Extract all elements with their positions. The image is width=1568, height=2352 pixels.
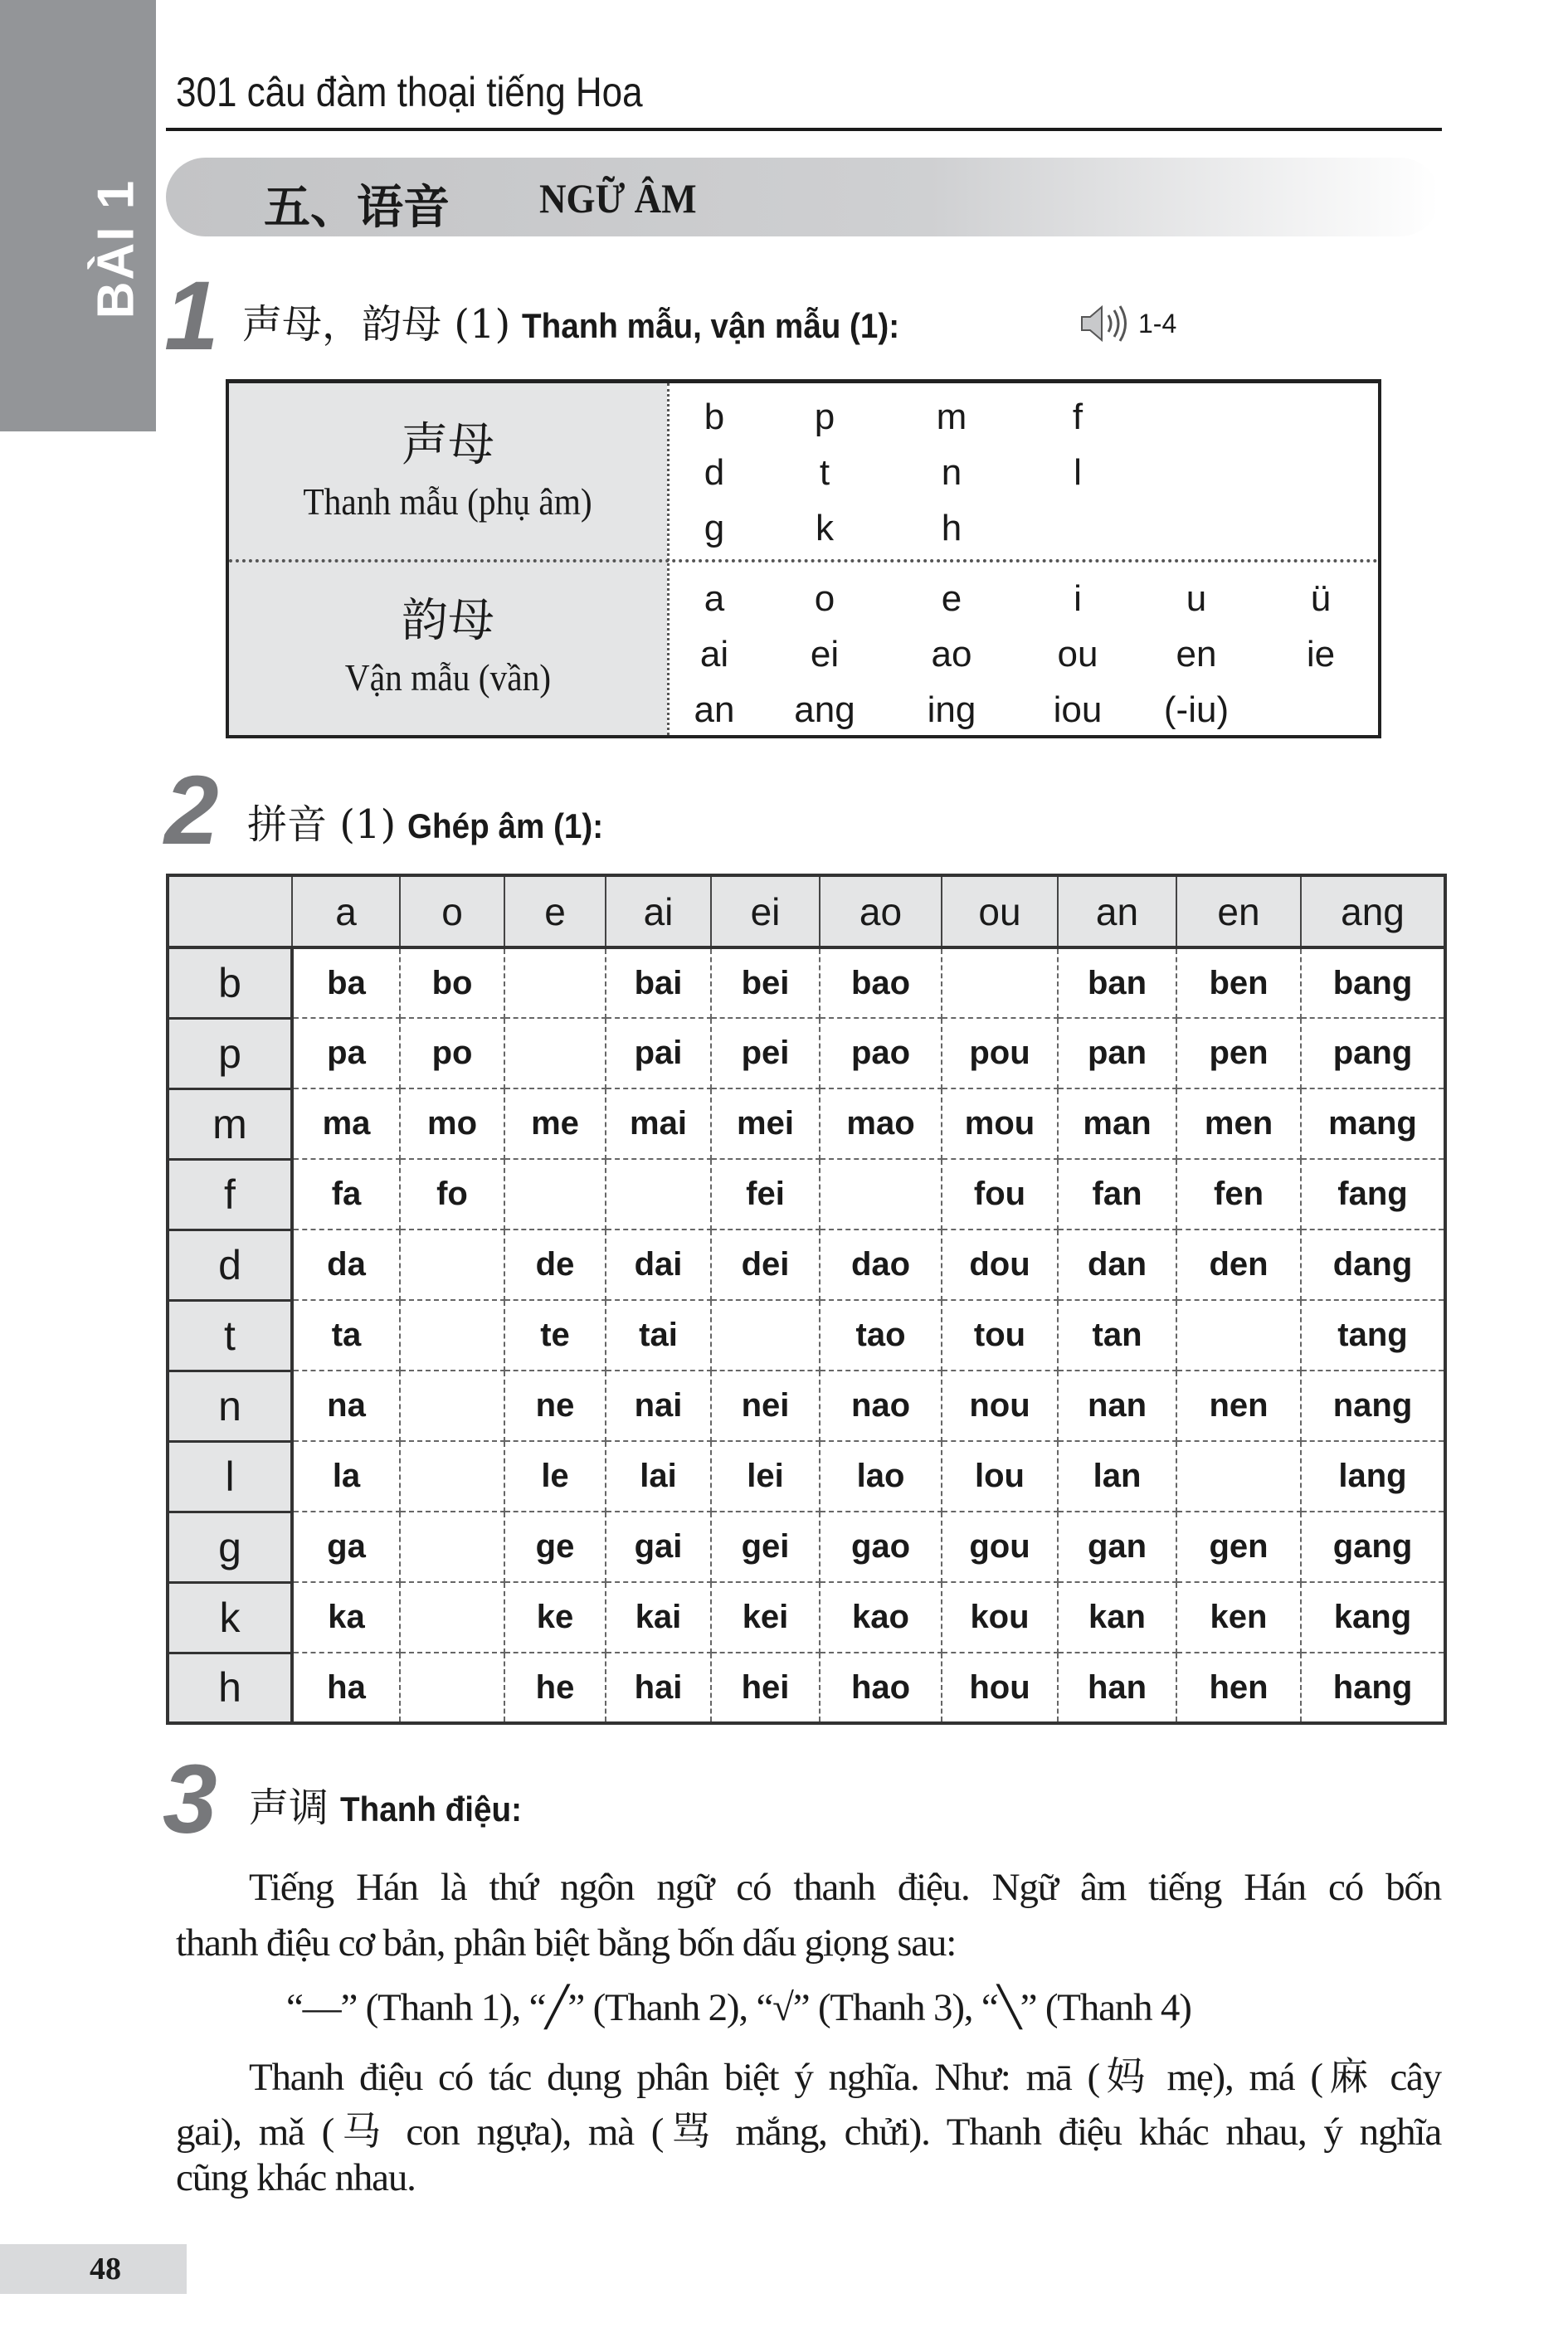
syllable-cell: tan	[1058, 1300, 1176, 1371]
table-row	[168, 1159, 1445, 1230]
column-header: en	[1176, 875, 1301, 947]
final-letter: ie	[1306, 634, 1336, 674]
section-title-zh: 声调	[249, 1785, 329, 1831]
paragraph-line: Tiếng Hán là thứ ngôn ngữ có thanh điệu. Ngữ âm tiếng Hán có bốn	[249, 1866, 1441, 1909]
syllable-cell: kei	[711, 1582, 820, 1653]
row-header: g	[168, 1512, 292, 1582]
syllable-cell: bao	[820, 947, 942, 1018]
syllable-cell: lei	[711, 1441, 820, 1512]
syllable-cell: te	[504, 1300, 606, 1371]
section-number: 2	[164, 756, 219, 865]
table-row	[168, 1653, 1445, 1723]
syllable-cell: pei	[711, 1018, 820, 1088]
speaker-icon[interactable]	[1079, 304, 1130, 348]
syllable-cell: hei	[711, 1653, 820, 1723]
column-header: e	[504, 875, 606, 947]
syllable-cell: mai	[606, 1088, 711, 1159]
column-header: ei	[711, 875, 820, 947]
syllable-cell: pou	[942, 1018, 1058, 1088]
syllable-cell: le	[504, 1441, 606, 1512]
audio-track: 1-4	[1138, 309, 1177, 338]
syllable-cell: kai	[606, 1582, 711, 1653]
section-title: Ghép âm (1):	[407, 806, 604, 845]
syllable-cell	[504, 947, 606, 1018]
syllable-cell: kan	[1058, 1582, 1176, 1653]
syllable-cell: tao	[820, 1300, 942, 1371]
header-row	[168, 875, 1445, 947]
syllable-cell	[606, 1159, 711, 1230]
final-letter: ang	[794, 689, 855, 730]
page-number: 48	[90, 2252, 121, 2286]
row-header: h	[168, 1653, 292, 1723]
syllable-cell: dang	[1301, 1230, 1445, 1300]
syllable-cell: po	[400, 1018, 504, 1088]
syllable-cell: kou	[942, 1582, 1058, 1653]
final-letter: a	[704, 578, 725, 619]
syllable-cell: hen	[1176, 1653, 1301, 1723]
initial-letter: n	[941, 452, 962, 493]
table-row	[168, 1441, 1445, 1512]
section-title-zh: 声母，韵母 (1)	[242, 301, 511, 348]
syllable-cell: bei	[711, 947, 820, 1018]
syllable-cell: ban	[1058, 947, 1176, 1018]
table-row	[168, 1088, 1445, 1159]
initial-letter: p	[814, 397, 835, 437]
syllable-cell	[1176, 1441, 1301, 1512]
syllable-cell	[400, 1300, 504, 1371]
syllable-cell: den	[1176, 1230, 1301, 1300]
syllable-cell	[711, 1300, 820, 1371]
syllable-cell: pan	[1058, 1018, 1176, 1088]
syllable-cell: gou	[942, 1512, 1058, 1582]
banner-title-vi: NGỮ ÂM	[539, 175, 697, 222]
initials-zh: 声母	[402, 418, 494, 472]
syllable-cell: fa	[292, 1159, 400, 1230]
pinyin-table	[166, 874, 1447, 1725]
syllable-cell: lan	[1058, 1441, 1176, 1512]
initial-letter: d	[704, 452, 725, 493]
finals-zh: 韵母	[402, 594, 494, 648]
syllable-cell: da	[292, 1230, 400, 1300]
syllable-cell	[504, 1018, 606, 1088]
initial-letter: h	[941, 508, 962, 548]
final-letter: ao	[931, 634, 972, 674]
syllable-cell: han	[1058, 1653, 1176, 1723]
initials-label	[229, 383, 667, 559]
final-letter: en	[1176, 634, 1217, 674]
row-header: n	[168, 1371, 292, 1441]
section-number: 3	[163, 1745, 217, 1854]
final-letter: ai	[699, 634, 729, 674]
initial-letter: l	[1074, 452, 1082, 493]
paragraph-line: cũng khác nhau.	[176, 2156, 416, 2199]
row-header: t	[168, 1300, 292, 1371]
lesson-tab	[0, 0, 156, 431]
syllable-cell: pen	[1176, 1018, 1301, 1088]
paragraph-line: gai), mǎ (马 con ngựa), mà (骂 mắng, chửi). Thanh điệu khác nhau, ý nghĩa	[176, 2111, 1441, 2154]
column-header: ao	[820, 875, 942, 947]
column-header: ang	[1301, 875, 1445, 947]
syllable-cell: mou	[942, 1088, 1058, 1159]
column-header: a	[292, 875, 400, 947]
final-letter: u	[1186, 578, 1207, 619]
row-header: d	[168, 1230, 292, 1300]
initial-letter: b	[704, 397, 725, 437]
syllable-cell: he	[504, 1653, 606, 1723]
final-letter: iou	[1053, 689, 1103, 730]
syllable-cell	[400, 1230, 504, 1300]
banner-title-zh: 五、语音	[264, 181, 450, 235]
section-heading	[247, 792, 621, 850]
final-letter: i	[1074, 578, 1082, 619]
syllable-cell: pang	[1301, 1018, 1445, 1088]
syllable-cell: gei	[711, 1512, 820, 1582]
initial-letter: g	[704, 508, 725, 548]
syllable-cell: bo	[400, 947, 504, 1018]
initial-letter: m	[936, 397, 967, 437]
syllable-cell: lang	[1301, 1441, 1445, 1512]
paragraph-line: Thanh điệu có tác dụng phân biệt ý nghĩa. Như: mā (妈 mẹ), má (麻 cây	[249, 2056, 1441, 2099]
syllable-cell: hai	[606, 1653, 711, 1723]
syllable-cell: ga	[292, 1512, 400, 1582]
syllable-cell	[504, 1159, 606, 1230]
syllable-cell: gao	[820, 1512, 942, 1582]
section-banner	[166, 158, 1439, 236]
syllable-cell: bai	[606, 947, 711, 1018]
row-header: p	[168, 1018, 292, 1088]
final-letter: ei	[810, 634, 840, 674]
table-row	[168, 1512, 1445, 1582]
syllable-cell	[820, 1159, 942, 1230]
syllable-cell: fang	[1301, 1159, 1445, 1230]
syllable-cell	[1176, 1300, 1301, 1371]
syllable-cell: kang	[1301, 1582, 1445, 1653]
syllable-cell: ben	[1176, 947, 1301, 1018]
table-row	[168, 1300, 1445, 1371]
syllable-cell: mo	[400, 1088, 504, 1159]
syllable-cell: dei	[711, 1230, 820, 1300]
syllable-cell: tai	[606, 1300, 711, 1371]
syllable-cell: dao	[820, 1230, 942, 1300]
initials-finals-table	[226, 379, 1381, 738]
syllable-cell	[400, 1441, 504, 1512]
table-row	[168, 1230, 1445, 1300]
section-number: 1	[164, 261, 219, 371]
section-title: Thanh điệu:	[340, 1790, 522, 1829]
finals-label	[229, 559, 667, 735]
syllable-cell: ne	[504, 1371, 606, 1441]
syllable-cell: la	[292, 1441, 400, 1512]
syllable-cell: mao	[820, 1088, 942, 1159]
syllable-cell: lou	[942, 1441, 1058, 1512]
section-title: Thanh mẫu, vận mẫu (1):	[522, 306, 900, 345]
header-rule	[166, 128, 1442, 131]
final-letter: an	[694, 689, 735, 730]
syllable-cell: nei	[711, 1371, 820, 1441]
column-header: o	[400, 875, 504, 947]
corner-cell	[168, 875, 292, 947]
syllable-cell	[400, 1582, 504, 1653]
syllable-cell: mang	[1301, 1088, 1445, 1159]
row-divider	[229, 559, 1378, 562]
syllable-cell: ba	[292, 947, 400, 1018]
paragraph-line: thanh điệu cơ bản, phân biệt bằng bốn dấu giọng sau:	[176, 1921, 957, 1965]
finals-vi: Vận mẫu (vần)	[344, 656, 552, 699]
final-letter: ü	[1310, 578, 1332, 619]
final-letter: o	[814, 578, 835, 619]
final-letter: (-iu)	[1163, 689, 1230, 730]
syllable-cell: ke	[504, 1582, 606, 1653]
syllable-cell: bang	[1301, 947, 1445, 1018]
syllable-cell: fo	[400, 1159, 504, 1230]
initials-vi: Thanh mẫu (phụ âm)	[303, 480, 593, 523]
section-heading	[249, 1775, 538, 1833]
column-header: ou	[942, 875, 1058, 947]
syllable-cell: ma	[292, 1088, 400, 1159]
syllable-cell: fen	[1176, 1159, 1301, 1230]
syllable-cell: ta	[292, 1300, 400, 1371]
syllable-cell: nai	[606, 1371, 711, 1441]
syllable-cell: gan	[1058, 1512, 1176, 1582]
syllable-cell: gai	[606, 1512, 711, 1582]
syllable-cell	[400, 1653, 504, 1723]
syllable-cell: dou	[942, 1230, 1058, 1300]
column-header: an	[1058, 875, 1176, 947]
syllable-cell: nou	[942, 1371, 1058, 1441]
syllable-cell: de	[504, 1230, 606, 1300]
syllable-cell: lao	[820, 1441, 942, 1512]
final-letter: ing	[927, 689, 976, 730]
table-row	[168, 947, 1445, 1018]
lesson-label: BÀI 1	[87, 178, 145, 319]
syllable-cell: hao	[820, 1653, 942, 1723]
syllable-cell	[400, 1371, 504, 1441]
syllable-cell	[400, 1512, 504, 1582]
row-header: f	[168, 1159, 292, 1230]
syllable-cell: nan	[1058, 1371, 1176, 1441]
syllable-cell: tang	[1301, 1300, 1445, 1371]
syllable-cell: na	[292, 1371, 400, 1441]
syllable-cell: dan	[1058, 1230, 1176, 1300]
syllable-cell: fan	[1058, 1159, 1176, 1230]
syllable-cell: me	[504, 1088, 606, 1159]
syllable-cell: gen	[1176, 1512, 1301, 1582]
syllable-cell: ken	[1176, 1582, 1301, 1653]
syllable-cell: man	[1058, 1088, 1176, 1159]
syllable-cell: fou	[942, 1159, 1058, 1230]
syllable-cell: men	[1176, 1088, 1301, 1159]
syllable-cell	[942, 947, 1058, 1018]
syllable-cell: nang	[1301, 1371, 1445, 1441]
initial-letter: t	[819, 452, 830, 493]
syllable-cell: hang	[1301, 1653, 1445, 1723]
syllable-cell: pai	[606, 1018, 711, 1088]
final-letter: e	[941, 578, 962, 619]
section-heading	[242, 292, 933, 349]
row-header: m	[168, 1088, 292, 1159]
table-row	[168, 1371, 1445, 1441]
syllable-cell: ge	[504, 1512, 606, 1582]
syllable-cell: dai	[606, 1230, 711, 1300]
syllable-cell: lai	[606, 1441, 711, 1512]
syllable-cell: gang	[1301, 1512, 1445, 1582]
row-header: k	[168, 1582, 292, 1653]
syllable-cell: hou	[942, 1653, 1058, 1723]
syllable-cell: mei	[711, 1088, 820, 1159]
syllable-cell: fei	[711, 1159, 820, 1230]
syllable-cell: ha	[292, 1653, 400, 1723]
syllable-cell: tou	[942, 1300, 1058, 1371]
syllable-cell: pao	[820, 1018, 942, 1088]
syllable-cell: nao	[820, 1371, 942, 1441]
table-row	[168, 1018, 1445, 1088]
initial-letter: k	[816, 508, 834, 548]
initial-letter: f	[1072, 397, 1083, 437]
row-header: l	[168, 1441, 292, 1512]
row-header: b	[168, 947, 292, 1018]
section-title-zh: 拼音 (1)	[247, 801, 397, 848]
syllable-cell: pa	[292, 1018, 400, 1088]
page-number-box	[0, 2244, 187, 2294]
final-letter: ou	[1057, 634, 1098, 674]
book-title: 301 câu đàm thoại tiếng Hoa	[176, 69, 643, 115]
syllable-cell: kao	[820, 1582, 942, 1653]
tone-marks-line: “—” (Thanh 1), “╱” (Thanh 2), “√” (Thanh 3), “╲” (Thanh 4)	[286, 1986, 1191, 2029]
syllable-cell: nen	[1176, 1371, 1301, 1441]
syllable-cell: ka	[292, 1582, 400, 1653]
column-header: ai	[606, 875, 711, 947]
table-row	[168, 1582, 1445, 1653]
